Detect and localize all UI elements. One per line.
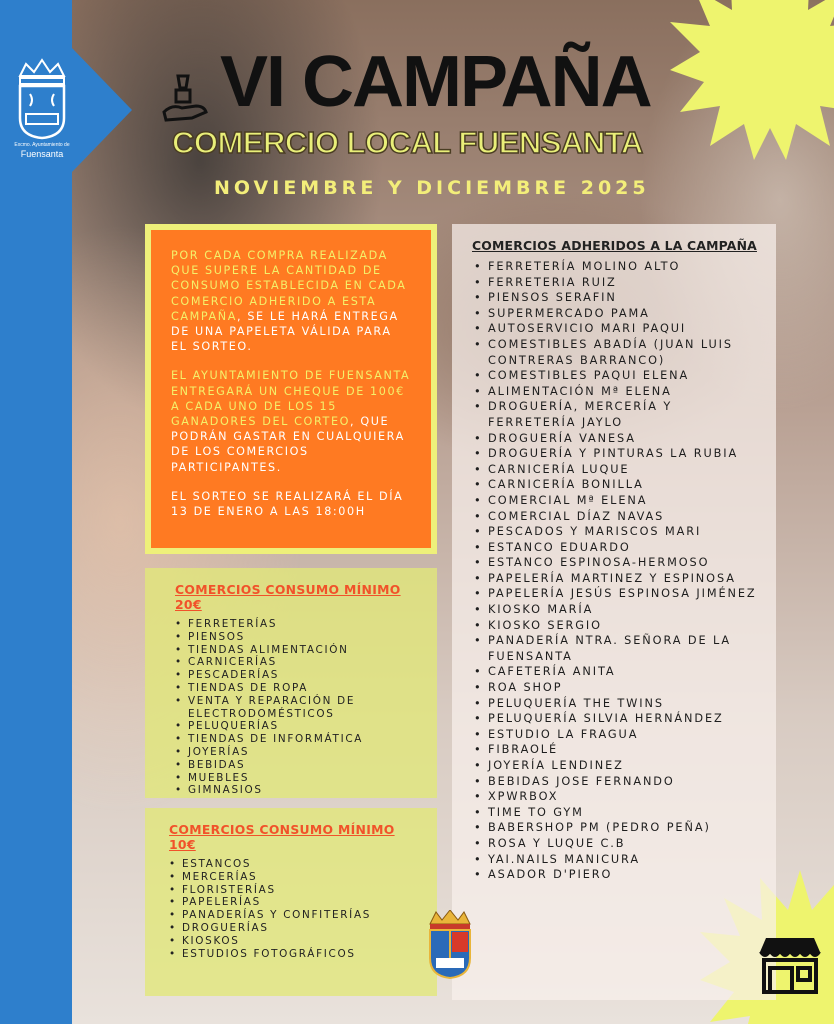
list-item: • FERRETERÍAS bbox=[175, 618, 419, 631]
list-item: • KIOSKOS bbox=[169, 935, 419, 948]
list-item: • MUEBLES bbox=[175, 772, 419, 785]
rules-paragraph-2 bbox=[171, 368, 413, 474]
list-item: • TIENDAS DE INFORMÁTICA bbox=[175, 733, 419, 746]
list-item: • TIME TO GYM bbox=[472, 805, 766, 821]
min-20-list bbox=[175, 618, 419, 797]
list-item: • ESTANCOS bbox=[169, 858, 419, 871]
draw-date-paragraph: EL SORTEO SE REALIZARÁ EL DÍA 13 DE ENERO A LAS 18:00H bbox=[171, 489, 404, 519]
min-10-box bbox=[145, 808, 437, 996]
list-item: • PANADERÍAS Y CONFITERÍAS bbox=[169, 909, 419, 922]
list-item: • GIMNASIOS bbox=[175, 784, 419, 797]
list-item: • PIENSOS bbox=[175, 631, 419, 644]
min-20-heading: COMERCIOS CONSUMO MÍNIMO 20€ bbox=[175, 582, 401, 612]
list-item: • PAPELERÍAS bbox=[169, 896, 419, 909]
list-item: • DROGUERÍA Y PINTURAS LA RUBIA bbox=[472, 446, 766, 462]
list-item: • CAFETERÍA ANITA bbox=[472, 664, 766, 680]
list-item: • COMERCIAL DÍAZ NAVAS bbox=[472, 509, 766, 525]
list-item: • KIOSKO MARÍA bbox=[472, 602, 766, 618]
list-item: • COMESTIBLES ABADÍA (JUAN LUIS CONTRERAS BARRANCO) bbox=[472, 337, 766, 368]
list-item: • ROSA Y LUQUE C.B bbox=[472, 836, 766, 852]
campaign-dates: NOVIEMBRE Y DICIEMBRE 2025 bbox=[214, 177, 650, 199]
hand-coin-icon bbox=[162, 72, 208, 124]
list-item: • MERCERÍAS bbox=[169, 871, 419, 884]
list-item: • PELUQUERÍA SILVIA HERNÁNDEZ bbox=[472, 711, 766, 727]
list-item: • TIENDAS DE ROPA bbox=[175, 682, 419, 695]
rules-paragraph-2-rest: , QUE PODRÁN GASTAR EN CUALQUIERA DE LOS COMERCIOS PARTICIPANTES. bbox=[171, 415, 405, 474]
crest-caption: Excmo. Ayuntamiento de bbox=[14, 142, 70, 148]
list-item: • DROGUERÍAS bbox=[169, 922, 419, 935]
list-item: • PELUQUERÍA THE TWINS bbox=[472, 696, 766, 712]
list-item: • PESCADERÍAS bbox=[175, 669, 419, 682]
list-item: • ESTANCO ESPINOSA-HERMOSO bbox=[472, 555, 766, 571]
list-item: • SUPERMERCADO PAMA bbox=[472, 306, 766, 322]
list-item: • CARNICERÍA LUQUE bbox=[472, 462, 766, 478]
list-item: • AUTOSERVICIO MARI PAQUI bbox=[472, 321, 766, 337]
list-item: • FERRETERÍA MOLINO ALTO bbox=[472, 259, 766, 275]
list-item: • COMERCIAL Mª ELENA bbox=[472, 493, 766, 509]
blue-tab-arrow bbox=[72, 48, 132, 172]
list-item: • YAI.NAILS MANICURA bbox=[472, 852, 766, 868]
min-10-heading: COMERCIOS CONSUMO MÍNIMO 10€ bbox=[169, 822, 395, 852]
list-item: • FIBRAOLÉ bbox=[472, 742, 766, 758]
list-item: • JOYERÍAS bbox=[175, 746, 419, 759]
campaign-subtitle: COMERCIO LOCAL FUENSANTA bbox=[172, 125, 643, 160]
list-item: • ESTUDIO LA FRAGUA bbox=[472, 727, 766, 743]
list-item: • PAPELERÍA MARTINEZ Y ESPINOSA bbox=[472, 571, 766, 587]
list-item: • PELUQUERÍAS bbox=[175, 720, 419, 733]
crest-town-name: Fuensanta bbox=[20, 149, 64, 159]
campaign-title: VI CAMPAÑA bbox=[220, 42, 651, 122]
list-item: • BEBIDAS JOSE FERNANDO bbox=[472, 774, 766, 790]
list-item: • DROGUERÍA VANESA bbox=[472, 431, 766, 447]
list-item: • BABERSHOP PM (PEDRO PEÑA) bbox=[472, 820, 766, 836]
rules-paragraph-2-highlight: EL AYUNTAMIENTO DE FUENSANTA ENTREGARÁ UN CHEQUE DE 100€ A CADA UNO DE LOS 15 GANADORES DEL CORTEO bbox=[171, 369, 411, 429]
list-item: • ESTANCO EDUARDO bbox=[472, 540, 766, 556]
list-item: • ESTUDIOS FOTOGRÁFICOS bbox=[169, 948, 419, 961]
list-item: • FLORISTERÍAS bbox=[169, 884, 419, 897]
list-item: • PANADERÍA NTRA. SEÑORA DE LA FUENSANTA bbox=[472, 633, 766, 664]
list-item: • CARNICERÍA BONILLA bbox=[472, 477, 766, 493]
crest-icon bbox=[426, 910, 474, 980]
list-item: • PIENSOS SERAFIN bbox=[472, 290, 766, 306]
list-item: • JOYERÍA LENDINEZ bbox=[472, 758, 766, 774]
shop-icon bbox=[756, 934, 824, 996]
list-item: • VENTA Y REPARACIÓN DE ELECTRODOMÉSTICOS bbox=[175, 695, 419, 721]
list-item: • ROA SHOP bbox=[472, 680, 766, 696]
town-crest-logo bbox=[8, 58, 76, 166]
list-item: • CARNICERÍAS bbox=[175, 656, 419, 669]
rules-paragraph-1 bbox=[171, 248, 413, 354]
min-20-box bbox=[145, 568, 437, 798]
list-item: • COMESTIBLES PAQUI ELENA bbox=[472, 368, 766, 384]
list-item: • FERRETERIA RUIZ bbox=[472, 275, 766, 291]
rules-paragraph-1-highlight: POR CADA COMPRA REALIZADA QUE SUPERE LA CANTIDAD DE CONSUMO ESTABLECIDA EN CADA COMERCIO ADHERIDO A ESTA CAMPAÑA bbox=[171, 249, 407, 323]
list-item: • BEBIDAS bbox=[175, 759, 419, 772]
list-item: • PESCADOS Y MARISCOS MARI bbox=[472, 524, 766, 540]
list-item: • KIOSKO SERGIO bbox=[472, 618, 766, 634]
rules-paragraph-1-rest: , SE LE HARÁ ENTREGA DE UNA PAPELETA VÁLIDA PARA EL SORTEO. bbox=[171, 309, 399, 354]
crest-icon bbox=[12, 58, 72, 140]
list-item: • PAPELERÍA JESÚS ESPINOSA JIMÉNEZ bbox=[472, 586, 766, 602]
list-item: • ASADOR D'PIERO bbox=[472, 867, 766, 883]
participating-shops-box bbox=[452, 224, 776, 1000]
list-item: • DROGUERÍA, MERCERÍA Y FERRETERÍA JAYLO bbox=[472, 399, 766, 430]
participating-shops-list bbox=[472, 259, 766, 883]
min-10-list bbox=[169, 858, 419, 960]
list-item: • XPWRBOX bbox=[472, 789, 766, 805]
list-item: • ALIMENTACIÓN Mª ELENA bbox=[472, 384, 766, 400]
list-item: • TIENDAS ALIMENTACIÓN bbox=[175, 644, 419, 657]
participating-shops-heading: COMERCIOS ADHERIDOS A LA CAMPAÑA bbox=[472, 238, 757, 253]
rules-info-box bbox=[145, 224, 437, 554]
